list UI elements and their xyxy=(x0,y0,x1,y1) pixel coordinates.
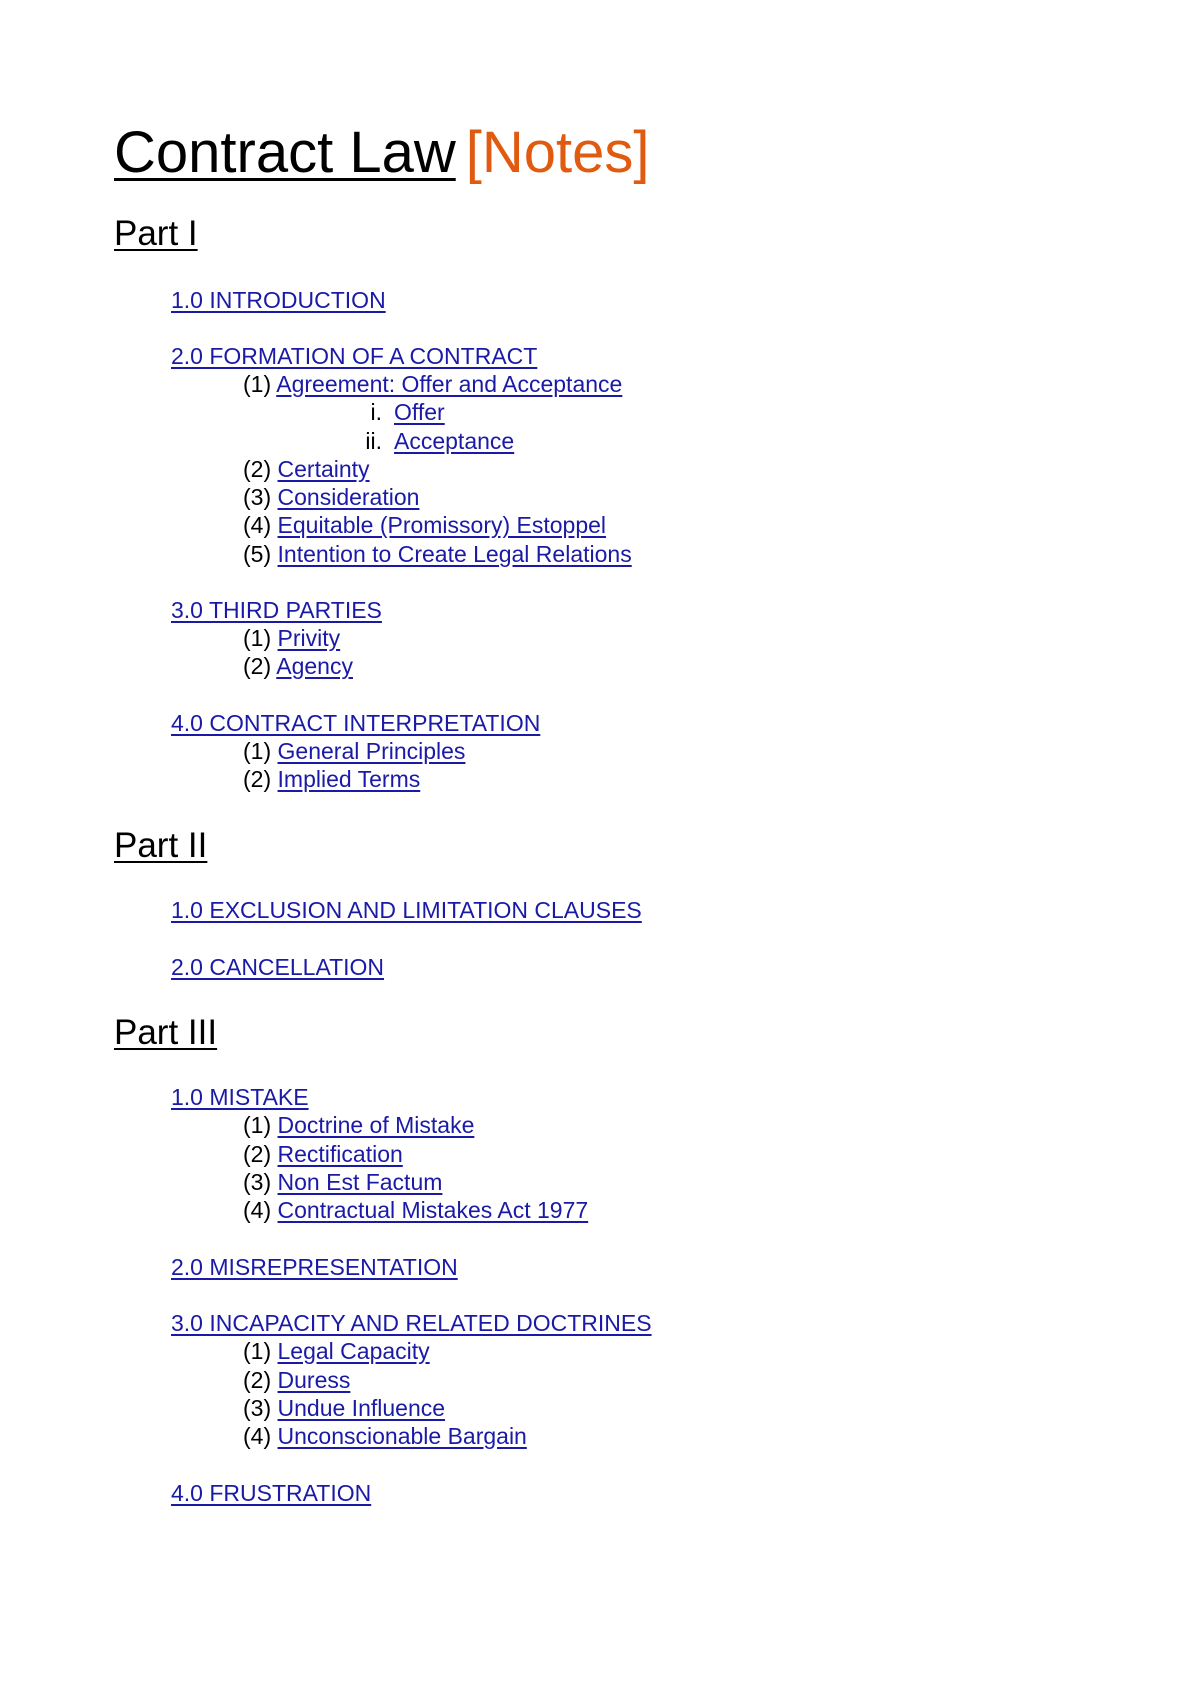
toc-item-link[interactable]: Implied Terms xyxy=(277,766,421,792)
toc-item xyxy=(243,1366,350,1394)
toc-item-link[interactable]: Duress xyxy=(277,1367,351,1393)
toc-item-link[interactable]: Non Est Factum xyxy=(277,1169,443,1195)
toc-item-link[interactable]: Contractual Mistakes Act 1977 xyxy=(277,1197,589,1223)
item-number: (2) xyxy=(243,1141,272,1167)
toc-item xyxy=(243,1111,474,1139)
toc-section-link[interactable]: 3.0 THIRD PARTIES xyxy=(171,597,382,623)
toc-subitem-link[interactable]: Acceptance xyxy=(394,428,515,454)
part-heading-3: Part III xyxy=(114,1013,218,1052)
toc-item-link[interactable]: Unconscionable Bargain xyxy=(277,1423,527,1449)
item-number: (1) xyxy=(243,1338,272,1364)
toc-item-link[interactable]: Undue Influence xyxy=(277,1395,446,1421)
toc-item xyxy=(243,652,353,680)
toc-item xyxy=(243,1422,527,1450)
item-number: (1) xyxy=(243,738,272,764)
toc-section-link[interactable]: 1.0 EXCLUSION AND LIMITATION CLAUSES xyxy=(171,897,642,923)
item-number: (3) xyxy=(243,484,272,510)
toc-item-link[interactable]: Consideration xyxy=(277,484,420,510)
toc-item xyxy=(243,1337,430,1365)
toc-item xyxy=(243,1394,445,1422)
toc-item xyxy=(243,624,340,652)
item-number: (4) xyxy=(243,1197,272,1223)
item-number: (4) xyxy=(243,512,272,538)
toc-item-link[interactable]: Intention to Create Legal Relations xyxy=(277,541,632,567)
toc-section-link[interactable]: 2.0 FORMATION OF A CONTRACT xyxy=(171,343,538,369)
toc-section-link[interactable]: 3.0 INCAPACITY AND RELATED DOCTRINES xyxy=(171,1310,652,1336)
toc-item xyxy=(243,737,465,765)
toc-item-link[interactable]: Equitable (Promissory) Estoppel xyxy=(277,512,607,538)
part-heading-1: Part I xyxy=(114,214,198,253)
item-number: (1) xyxy=(243,371,272,397)
toc-subitem-link[interactable]: Offer xyxy=(394,399,445,425)
toc-item-link[interactable]: Agency xyxy=(276,653,353,679)
toc-section-link[interactable]: 1.0 INTRODUCTION xyxy=(171,287,386,313)
toc-item xyxy=(243,455,370,483)
toc-item xyxy=(243,1140,403,1168)
toc-item-link[interactable]: Certainty xyxy=(277,456,370,482)
item-number: (3) xyxy=(243,1169,272,1195)
item-number: (4) xyxy=(243,1423,272,1449)
toc-item xyxy=(243,540,632,568)
item-number: ii. xyxy=(365,428,382,454)
toc-item-link[interactable]: Doctrine of Mistake xyxy=(277,1112,475,1138)
title-main: Contract Law xyxy=(114,120,456,185)
toc-item-link[interactable]: Agreement: Offer and Acceptance xyxy=(276,371,623,397)
toc-item xyxy=(243,1168,442,1196)
item-number: (1) xyxy=(243,625,272,651)
toc-item xyxy=(243,511,606,539)
toc-subitem xyxy=(344,398,445,426)
title-accent: [Notes] xyxy=(465,120,650,185)
item-number: (3) xyxy=(243,1395,272,1421)
toc-section-link[interactable]: 2.0 CANCELLATION xyxy=(171,954,385,980)
toc-section-link[interactable]: 4.0 FRUSTRATION xyxy=(171,1480,372,1506)
toc-item xyxy=(243,1196,588,1224)
item-number: i. xyxy=(370,399,382,425)
toc-item-link[interactable]: Legal Capacity xyxy=(277,1338,430,1364)
toc-section-link[interactable]: 2.0 MISREPRESENTATION xyxy=(171,1254,458,1280)
part-heading-2: Part II xyxy=(114,826,208,865)
item-number: (2) xyxy=(243,1367,272,1393)
toc-section-link[interactable]: 4.0 CONTRACT INTERPRETATION xyxy=(171,710,541,736)
toc-item-link[interactable]: Privity xyxy=(277,625,341,651)
item-number: (2) xyxy=(243,766,272,792)
toc-item xyxy=(243,765,420,793)
document-title xyxy=(114,118,649,188)
item-number: (1) xyxy=(243,1112,272,1138)
toc-item-link[interactable]: General Principles xyxy=(277,738,466,764)
toc-item xyxy=(243,483,419,511)
item-number: (2) xyxy=(243,456,272,482)
toc-section-link[interactable]: 1.0 MISTAKE xyxy=(171,1084,309,1110)
item-number: (5) xyxy=(243,541,272,567)
toc-item xyxy=(243,370,622,398)
toc-item-link[interactable]: Rectification xyxy=(277,1141,403,1167)
item-number: (2) xyxy=(243,653,272,679)
toc-subitem xyxy=(344,427,514,455)
